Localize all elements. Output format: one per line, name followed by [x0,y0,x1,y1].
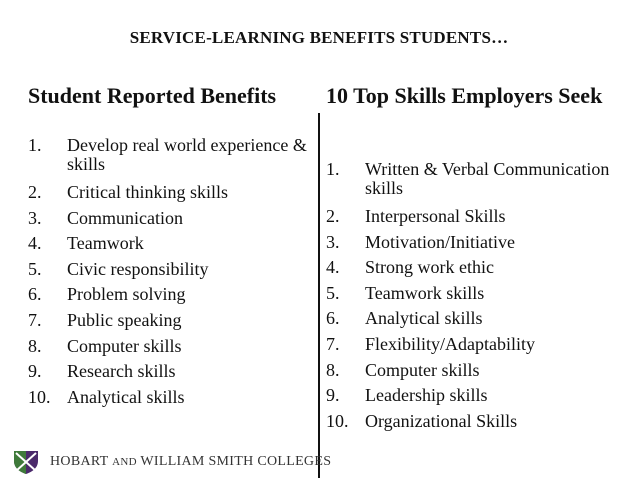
list-item-text: Organizational Skills [365,410,518,431]
list-item-text: Civic responsibility [67,258,209,279]
list-item-number: 5. [326,282,340,303]
list-item-text: Analytical skills [67,386,185,407]
list-item-text: Computer skills [67,335,182,356]
list-item-text: Research skills [67,361,176,382]
list-item [28,359,313,385]
student-benefits-list [28,136,313,410]
list-item [28,257,313,283]
list-item-text: Flexibility/Adaptability [365,333,535,354]
list-item-text: Written & Verbal Communication skills [365,159,610,198]
list-item-number: 7. [28,309,42,330]
list-item-text: Strong work ethic [365,257,494,278]
list-item-number: 3. [326,231,340,252]
list-item-text: Problem solving [67,284,186,305]
slide-title: SERVICE-LEARNING BENEFITS STUDENTS… [129,28,509,47]
list-item [28,334,313,360]
list-item [326,255,626,281]
list-item-text: Communication [67,207,183,228]
list-item [326,204,626,230]
list-item [326,160,626,198]
list-item [326,306,626,332]
college-logo [12,449,331,475]
list-item-text: Public speaking [67,309,182,330]
list-item [326,332,626,358]
list-item [326,230,626,256]
list-item [28,231,313,257]
list-item [28,282,313,308]
college-name: HOBART AND WILLIAM SMITH COLLEGES [50,454,332,469]
list-item-text: Develop real world experience & skills [67,135,307,174]
college-shield-icon [12,449,40,475]
list-item-number: 1. [28,135,42,155]
list-item [326,409,626,435]
list-item-number: 8. [28,335,42,356]
list-item-number: 6. [28,284,42,305]
list-item-number: 8. [326,359,340,380]
list-item-text: Teamwork [67,233,144,254]
left-column-heading: Student Reported Benefits [28,83,277,108]
list-item [326,383,626,409]
list-item [28,308,313,334]
list-item-number: 9. [28,361,42,382]
list-item-text: Interpersonal Skills [365,206,506,226]
list-item-number: 4. [28,233,42,254]
list-item [28,136,313,174]
list-item [326,281,626,307]
list-item-number: 7. [326,333,340,354]
list-item-number: 4. [326,257,340,278]
list-item-number: 6. [326,308,340,329]
list-item-text: Critical thinking skills [67,182,228,202]
list-item-number: 10. [28,386,51,407]
list-item [28,180,313,206]
list-item [326,358,626,384]
list-item-text: Leadership skills [365,385,488,406]
list-item-number: 10. [326,410,349,431]
list-item-text: Computer skills [365,359,480,380]
list-item-number: 5. [28,258,42,279]
list-item-number: 2. [28,182,42,202]
right-column-heading: 10 Top Skills Employers Seek [326,83,603,108]
list-item-number: 9. [326,385,340,406]
list-item-text: Teamwork skills [365,282,485,303]
list-item-number: 2. [326,206,340,226]
list-item-number: 3. [28,207,42,228]
employer-skills-list [326,160,626,434]
column-divider [318,113,320,478]
list-item [28,385,313,411]
list-item-text: Analytical skills [365,308,483,329]
list-item-text: Motivation/Initiative [365,231,515,252]
list-item-number: 1. [326,159,340,179]
list-item [28,206,313,232]
